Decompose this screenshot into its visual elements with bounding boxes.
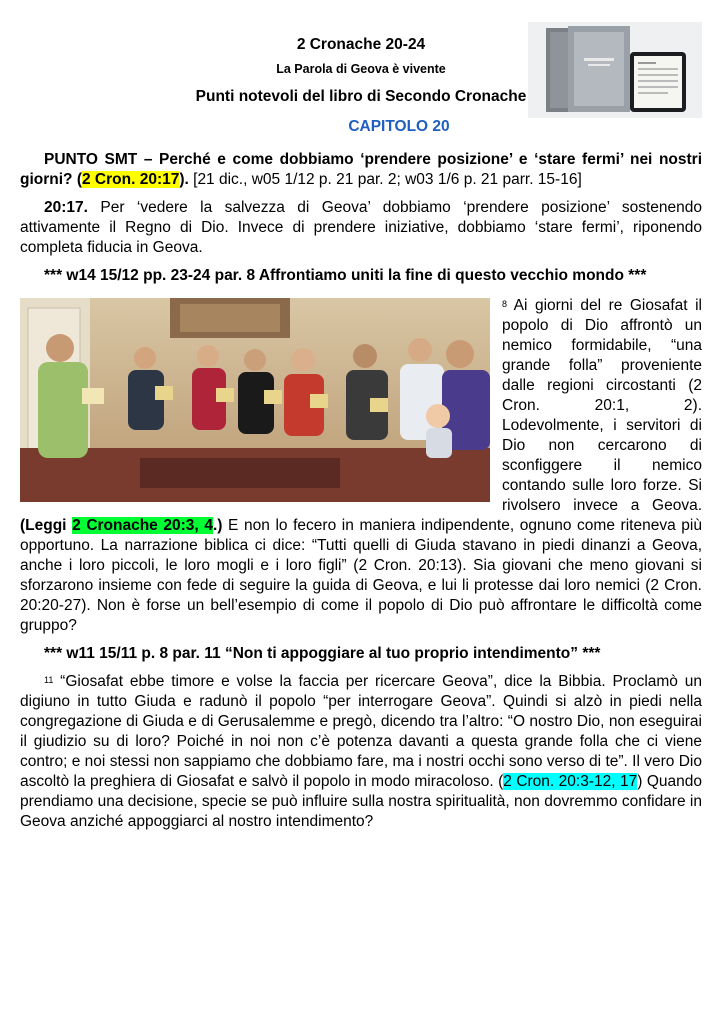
document-title: 2 Cronache 20-24 [296,36,426,53]
paragraph-11-text-b: Quando prendiamo una decisione, specie se può influire sulla nostra spiritualità, non dovremmo confidare in Geova anziché appoggiarci al nostro intendimento? [20,773,703,830]
leggi-open: (Leggi [20,517,73,534]
smt-scripture-ref[interactable]: 2 Cron. 20:17 [82,171,180,188]
leggi-scripture-ref[interactable]: 2 Cronache 20:3, 4 [72,517,213,534]
smt-lead: PUNTO SMT – Perché e come dobbiamo ‘prendere posizione’ e ‘stare fermi’ nei nostri giorni? ( [20,151,702,188]
paragraph-11 [20,672,702,832]
books-tablet-image [528,22,702,118]
smt-references: [21 dic., w05 1/12 p. 21 par. 2; w03 1/6 p. 21 parr. 15-16] [188,171,582,188]
family-study-photo [20,298,490,502]
leggi-close: .) [212,517,223,534]
paragraph-8-text-a: Ai giorni del re Giosafat il popolo di Dio affrontò un nemico formidabile, “una grande folla” proveniente dalle regioni circostanti (2 Cron. 20:1, 2). Lodevolmente, i servitori di Dio non cercarono di sconfiggere il nemico contando sulle loro forze. Si rivolsero invece a Geova. [502,297,702,514]
chapter-heading: CAPITOLO 20 [348,118,450,135]
section-title: Punti notevoli del libro di Secondo Cronache [195,88,527,105]
smt-close: ). [179,171,189,188]
paragraph-11-text-a: “Giosafat ebbe timore e volse la faccia per ricercare Geova”, dice la Bibbia. Proclamò un digiuno in tutto Giuda e radunò il popolo “per interrogare Geova”. Quindi si alzò in piedi nella congregazione di Giuda e di Gerusalemme e pregò, dicendo tra l’altro: “O nostro Dio, non eseguirai il giudizio su di loro? Poiché in noi non c’è potenza davanti a questa grande folla che ci viene contro; e noi stessi non sappiamo che dobbiamo fare, ma i nostri occhi sono verso di te”. Il vero Dio ascoltò la preghiera di Giosafat e salvò il popolo in modo miracoloso. [20,673,702,790]
verse-note [20,198,702,258]
paragraph-11-close-paren: ) [637,773,643,790]
smt-point [20,150,702,190]
reference-heading-w14: *** w14 15/12 pp. 23-24 par. 8 Affrontiamo uniti la fine di questo vecchio mondo *** [44,267,647,284]
reference-heading-w11: *** w11 15/11 p. 8 par. 11 “Non ti appoggiare al tuo proprio intendimento” *** [44,645,601,662]
document-page [20,30,702,832]
family-study-illustration [20,298,490,502]
document-subtitle: La Parola di Geova è vivente [276,62,446,76]
paragraph-8-text-b: E non lo fecero in maniera indipendente, ognuno come riteneva più opportuno. La narrazione biblica ci dice: “Tutti quelli di Giuda stavano in piedi dinanzi a Geova, anche i loro piccoli, le loro mogli e i loro figli” (2 Cron. 20:13). Sia giovani che meno giovani si sforzarono insieme con fede di seguire la guida di Geova, e lui li protesse dai loro nemici (2 Cron. 20:20-27). Non è forse un bell’esempio di come il popolo di Dio può affrontare le difficoltà come gruppo? [20,517,702,634]
paragraph-11-open-paren: ( [498,773,504,790]
paragraph-number-11: 11 [44,675,54,685]
books-tablet-illustration [528,22,702,118]
verse-text: Per ‘vedere la salvezza di Geova’ dobbiamo ‘prendere posizione’ sostenendo attivamente il Regno di Dio. Invece di prendere iniziative, dobbiamo ‘stare fermi’, riponendo completa fiducia in Geova. [20,199,702,256]
paragraph-number-8: 8 [502,299,508,309]
verse-label: 20:17. [44,199,88,216]
paragraph-11-scripture-ref[interactable]: 2 Cron. 20:3-12, 17 [503,773,638,790]
